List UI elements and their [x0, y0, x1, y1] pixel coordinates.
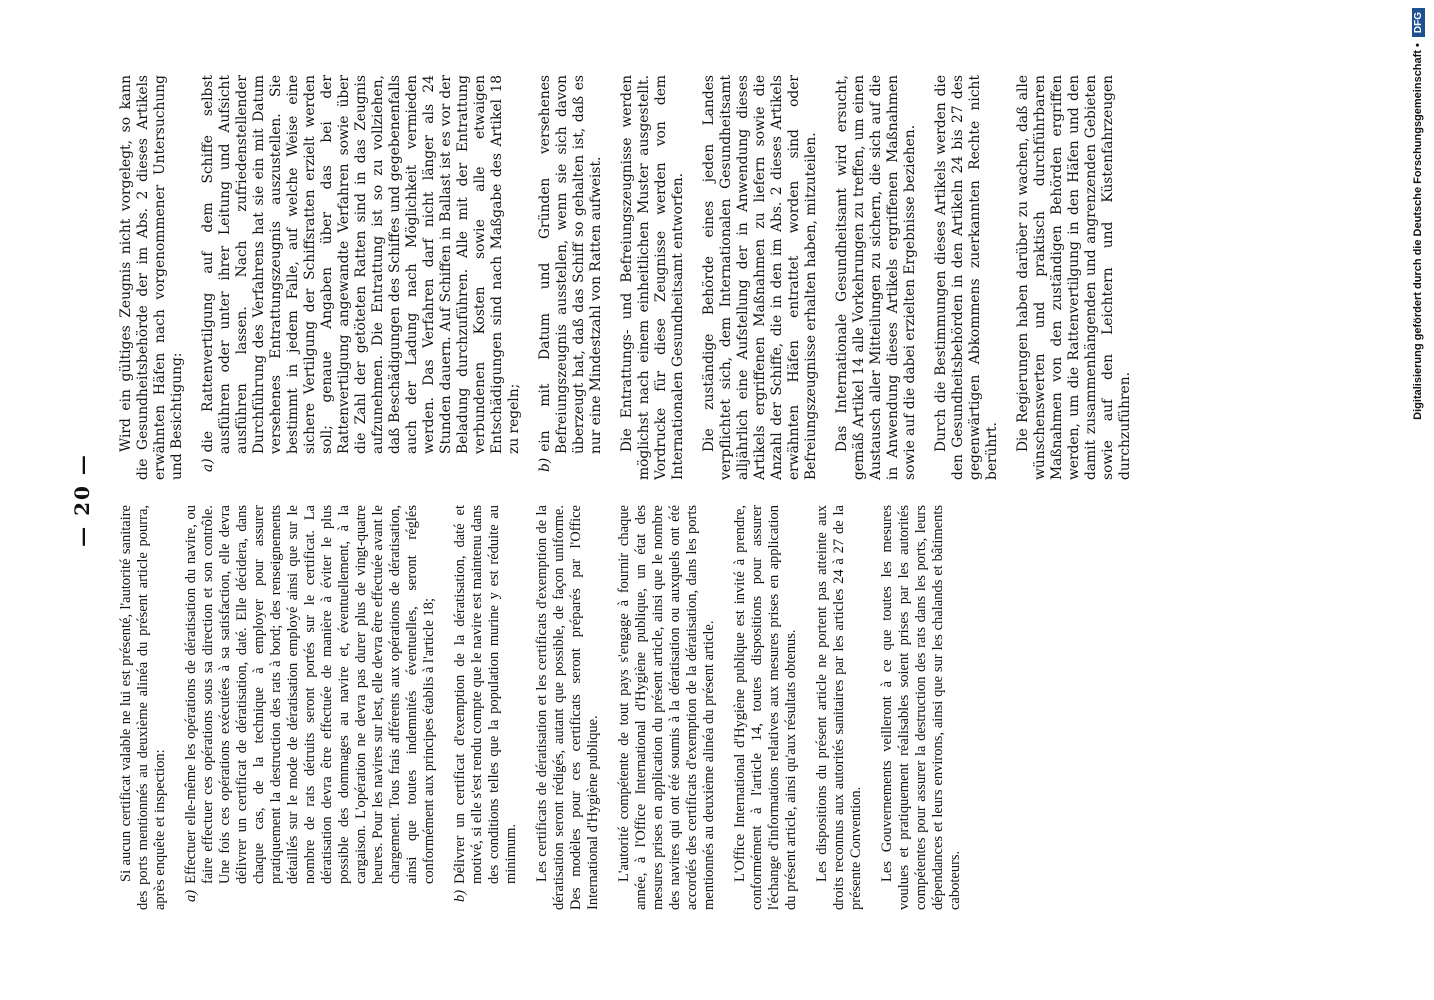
french-paragraph-4: Les dispositions du présent article ne portent pas atteinte aux droits reconnus aux autorités sanitaires par les articles 24 à 27 de la présente Convention.	[814, 505, 864, 910]
french-item-a-text: Effectuer elle-même les opérations de dératisation du navire, ou faire effectuer ces opérations sous sa direction et son contrôle. Une fois ces opérations exécutées à sa satisfaction, elle devra délivrer un certificat de dératisation, daté. Elle décidera, dans chaque cas, de la technique à employer pour assurer pratiquement la destruction des rats à bord; des renseignements détaillés sur le mode de dératisation employé ainsi que sur le nombre de rats détruits seront portés sur le certificat. La dératisation devra être effectuée de manière à éviter le plus possible des dommages au navire et, éventuellement, à la cargaison. L'opération ne devra pas durer plus de vingt-quatre heures. Pour les navires sur lest, elle devra être effectuée avant le chargement. Tous frais afférents aux opérations de dératisation, ainsi que toutes indemnités éventuelles, seront réglés conformément aux principes établis à l'article 18;	[183, 505, 437, 884]
french-paragraph-1: Les certificats de dératisation et les certificats d'exemption de la dératisation seront rédigés, autant que possible, de façon uniforme. Des modèles pour ces certificats seront préparés par l'Office International d'Hygiène publique.	[534, 505, 601, 910]
french-item-a	[183, 505, 438, 910]
credit-text: Digitalisierung gefördert durch die Deutsche Forschungsgemeinschaft •	[1412, 43, 1424, 420]
french-item-b-label: b)	[452, 889, 468, 902]
german-paragraph-1: Die Entrattungs- und Befreiungszeugnisse werden möglichst nach einem einheitlichen Muster ausgestellt. Vordrucke für diese Zeugnisse werden von dem Internationalen Gesundheitsamt entworfen.	[619, 75, 686, 480]
german-item-b	[537, 75, 605, 480]
french-paragraph-3: L'Office International d'Hygiène publique est invité à prendre, conformément à l'article 14, toutes dispositions pour assurer l'échange d'informations relatives aux mesures prises en application du présent article, ainsi qu'aux résultats obtenus.	[732, 505, 799, 910]
french-column	[118, 505, 978, 910]
german-paragraph-2: Die zuständige Behörde eines jeden Landes verpflichtet sich, dem Internationalen Gesundheitsamt alljährlich eine Aufstellung der in Anwendung dieses Artikels ergriffenen Maßnahmen zu liefern sowie die Anzahl der Schiffe, die in den im Abs. 2 dieses Artikels erwähnten Häfen entrattet worden sind oder Befreiungszeugnisse erhalten haben, mitzuteilen.	[701, 75, 819, 480]
digitization-credit	[1406, 8, 1430, 992]
german-paragraph-5: Die Regierungen haben darüber zu wachen, daß alle wünschenswerten und praktisch durchführbaren Maßnahmen von den zuständigen Behörden ergriffen werden, um die Rattenvertilgung in den Häfen und den damit zusammenhängenden und angrenzenden Gebieten sowie auf den Leichtern und Küstenfahrzeugen durchzuführen.	[1015, 75, 1133, 480]
german-paragraph-3: Das Internationale Gesundheitsamt wird ersucht, gemäß Artikel 14 alle Vorkehrungen zu treffen, um einen Austausch aller Mitteilungen zu sichern, die sich auf die in Anwendung dieses Artikels ergriffenen Maßnahmen sowie auf die dabei erzielten Ergebnisse beziehen.	[834, 75, 918, 480]
german-item-b-label: b)	[537, 457, 553, 472]
french-item-b	[452, 505, 520, 910]
french-intro: Si aucun certificat valable ne lui est présenté, l'autorité sanitaire des ports mentionnés au deuxième alinéa du présent article pourra, après enquête et inspection:	[118, 505, 168, 910]
french-item-a-label: a)	[183, 889, 199, 902]
page-number: — 20 —	[70, 453, 94, 547]
german-column	[118, 75, 1148, 480]
french-item-b-text: Délivrer un certificat d'exemption de la dératisation, daté et motivé, si elle s'est rendu compte que le navire est maintenu dans des conditions telles que la population murine y est réduite au minimum.	[452, 505, 519, 884]
french-paragraph-2: L'autorité compétente de tout pays s'engage à fournir chaque année, à l'Office International d'Hygiène publique, un état des mesures prises en application du présent article, ainsi que le nombre des navires qui ont été soumis à la dératisation ou auxquels ont été accordés des certificats d'exemption de la dératisation, dans les ports mentionnés au deuxième alinéa du présent article.	[616, 505, 717, 910]
dfg-logo: DFG	[1412, 8, 1425, 37]
german-item-a-label: a)	[200, 458, 216, 472]
german-intro: Wird ein gültiges Zeugnis nicht vorgelegt, so kann die Gesundheitsbehörde der im Abs. 2 dieses Artikels erwähnten Häfen nach vorgenommener Untersuchung und Besichtigung:	[118, 75, 185, 480]
french-paragraph-5: Les Gouvernements veilleront à ce que toutes les mesures voulues et pratiquement réalisables soient prises par les autorités compétentes pour assurer la destruction des rats dans les ports, leurs dépendances et leurs environs, ainsi que sur les chalands et bâtiments caboteurs.	[879, 505, 963, 910]
german-item-a	[200, 75, 523, 480]
german-item-a-text: die Rattenvertilgung auf dem Schiffe selbst ausführen oder unter ihrer Leitung und Aufsicht ausführen lassen. Nach zufriedenstellender Durchführung des Verfahrens hat sie ein mit Datum versehenes Entrattungszeugnis auszustellen. Sie bestimmt in jedem Falle, auf welche Weise eine sichere Vertilgung der Schiffsratten erzielt werden soll; genaue Angaben über das bei der Rattenvertilgung angewandte Verfahren sowie über die Zahl der getöteten Ratten sind in das Zeugnis aufzunehmen. Die Entrattung ist so zu vollziehen, daß Beschädigungen des Schiffes und gegebenenfalls auch der Ladung nach Möglichkeit vermieden werden. Das Verfahren darf nicht länger als 24 Stunden dauern. Auf Schiffen in Ballast ist es vor der Beladung durchzuführen. Alle mit der Entrattung verbundenen Kosten sowie alle etwaigen Entschädigungen sind nach Maßgabe des Artikel 18 zu regeln;	[200, 75, 522, 454]
german-item-b-text: ein mit Datum und Gründen versehenes Befreiungszeugnis ausstellen, wenn sie sich davon überzeugt hat, daß das Schiff so gehalten ist, daß es nur eine Mindestzahl von Ratten aufweist.	[537, 75, 604, 454]
german-paragraph-4: Durch die Bestimmungen dieses Artikels werden die den Gesundheitsbehörden in den Artikeln 24 bis 27 des gegenwärtigen Abkommens zuerkannten Rechte nicht berührt.	[933, 75, 1000, 480]
